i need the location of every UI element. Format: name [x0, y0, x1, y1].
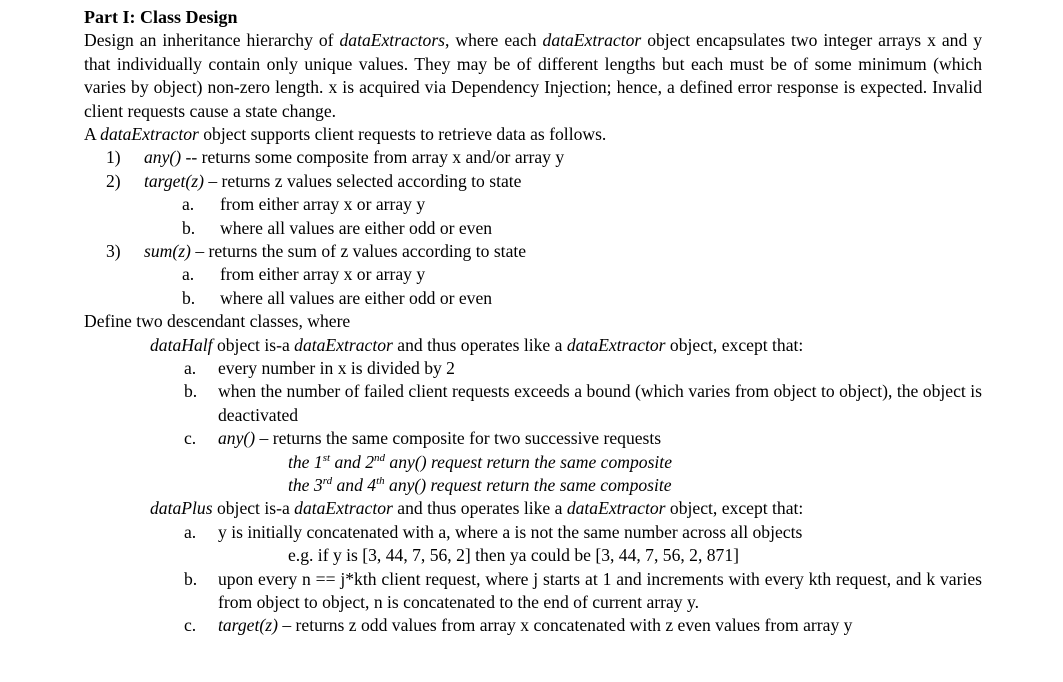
- item-label: b.: [184, 381, 198, 402]
- item-text: when the number of failed client requests exceeds a bound (which varies from object to object), the object is deactivated: [218, 381, 982, 425]
- support-line: [84, 123, 982, 146]
- datahalf-item: [84, 357, 982, 380]
- method-name: any(): [218, 428, 256, 449]
- ex1-c: any() request return the same composite: [385, 451, 673, 472]
- intro-class-name-2: dataExtractor: [542, 30, 642, 51]
- support-class-name: dataExtractor: [100, 124, 199, 145]
- datahalf-item: [84, 380, 982, 427]
- item-label: b.: [184, 568, 198, 589]
- define-line: Define two descendant classes, where: [84, 311, 351, 332]
- datahalf-text-3: object, except that:: [665, 334, 804, 355]
- request-number: 3): [106, 241, 121, 261]
- item-text: – returns the same composite for two successive requests: [255, 428, 662, 449]
- datahalf-example-2: [84, 474, 982, 497]
- request-item-sum: [84, 240, 982, 263]
- dataplus-parent-1: dataExtractor: [294, 498, 393, 519]
- dataplus-intro: [84, 497, 982, 520]
- sub-item-text: from either array x or array y: [220, 194, 426, 215]
- dataplus-example: e.g. if y is [3, 44, 7, 56, 2] then ya could be [3, 44, 7, 56, 2, 871]: [288, 545, 740, 566]
- dataplus-text-3: object, except that:: [665, 498, 804, 519]
- datahalf-parent-2: dataExtractor: [566, 334, 666, 355]
- sub-item-text: from either array x or array y: [220, 264, 426, 285]
- request-item-any: [84, 146, 982, 169]
- ex2-a: the 3: [288, 474, 323, 495]
- datahalf-intro: [84, 334, 982, 357]
- request-sub-item: [84, 193, 982, 216]
- sub-item-label: a.: [182, 194, 195, 215]
- item-text: y is initially concatenated with a, where a is not the same number across all objects: [218, 521, 803, 542]
- sub-item-label: b.: [182, 217, 196, 238]
- support-text-2: object supports client requests to retrieve data as follows.: [198, 124, 607, 145]
- intro-text-3: object encapsulates two integer arrays x and y that individually contain only unique values. They may be of different lengths but each must be of some minimum (which varies by object) non-zero length. x is acquired via Dependency Injection; hence, a defined error response is expected. Invalid client requests cause a state change.: [84, 30, 983, 121]
- ex1-sup-1: st: [322, 451, 331, 464]
- ex2-sup-1: rd: [322, 475, 333, 488]
- request-sub-item: [84, 217, 982, 240]
- item-text: – returns z odd values from array x concatenated with z even values from array y: [277, 615, 853, 636]
- request-description: – returns z values selected according to state: [203, 170, 522, 191]
- dataplus-item: [84, 521, 982, 544]
- datahalf-text-2: and thus operates like a: [392, 334, 567, 355]
- datahalf-class-name: dataHalf: [150, 334, 213, 355]
- ex2-b: and 4: [332, 474, 377, 495]
- datahalf-text-1: object is-a: [212, 334, 295, 355]
- item-text: every number in x is divided by 2: [218, 357, 455, 378]
- dataplus-parent-2: dataExtractor: [566, 498, 666, 519]
- ex1-sup-2: nd: [374, 451, 386, 464]
- datahalf-example-1: [84, 451, 982, 474]
- datahalf-parent-1: dataExtractor: [294, 334, 393, 355]
- ex1-b: and 2: [330, 451, 375, 472]
- dataplus-text-2: and thus operates like a: [392, 498, 567, 519]
- intro-text-1: Design an inheritance hierarchy of: [84, 30, 340, 51]
- item-label: c.: [184, 428, 197, 449]
- ex1-a: the 1: [288, 451, 323, 472]
- sub-item-text: where all values are either odd or even: [220, 287, 493, 308]
- request-sub-item: [84, 287, 982, 310]
- datahalf-item: [84, 427, 982, 450]
- request-item-target: [84, 170, 982, 193]
- method-name: any(): [144, 147, 182, 168]
- ex2-sup-2: th: [376, 475, 385, 488]
- intro-text-2: , where each: [445, 30, 543, 51]
- method-name: sum(z): [144, 241, 191, 261]
- request-sub-item: [84, 263, 982, 286]
- dataplus-item: [84, 568, 982, 615]
- dataplus-item: [84, 614, 982, 637]
- document: [84, 6, 982, 638]
- request-number: 2): [106, 170, 121, 191]
- intro-class-name-1: dataExtractors: [339, 30, 446, 51]
- dataplus-text-1: object is-a: [212, 498, 295, 519]
- support-text-1: A: [84, 124, 101, 145]
- method-name: target(z): [218, 615, 278, 636]
- request-description: -- returns some composite from array x and/or array y: [181, 147, 565, 168]
- item-text: upon every n == j*kth client request, where j starts at 1 and increments with every kth request, and k varies from object to object, n is concatenated to the end of current array y.: [218, 568, 982, 612]
- method-name: target(z): [144, 170, 204, 191]
- item-label: c.: [184, 615, 197, 636]
- request-description: – returns the sum of z values according to state: [190, 241, 527, 261]
- item-label: a.: [184, 357, 197, 378]
- intro-paragraph: [84, 29, 982, 123]
- request-number: 1): [106, 147, 121, 168]
- item-label: a.: [184, 521, 197, 542]
- section-heading: Part I: Class Design: [84, 7, 238, 27]
- sub-item-label: b.: [182, 287, 196, 308]
- sub-item-text: where all values are either odd or even: [220, 217, 493, 238]
- sub-item-label: a.: [182, 264, 195, 285]
- ex2-c: any() request return the same composite: [384, 474, 672, 495]
- dataplus-class-name: dataPlus: [150, 498, 213, 519]
